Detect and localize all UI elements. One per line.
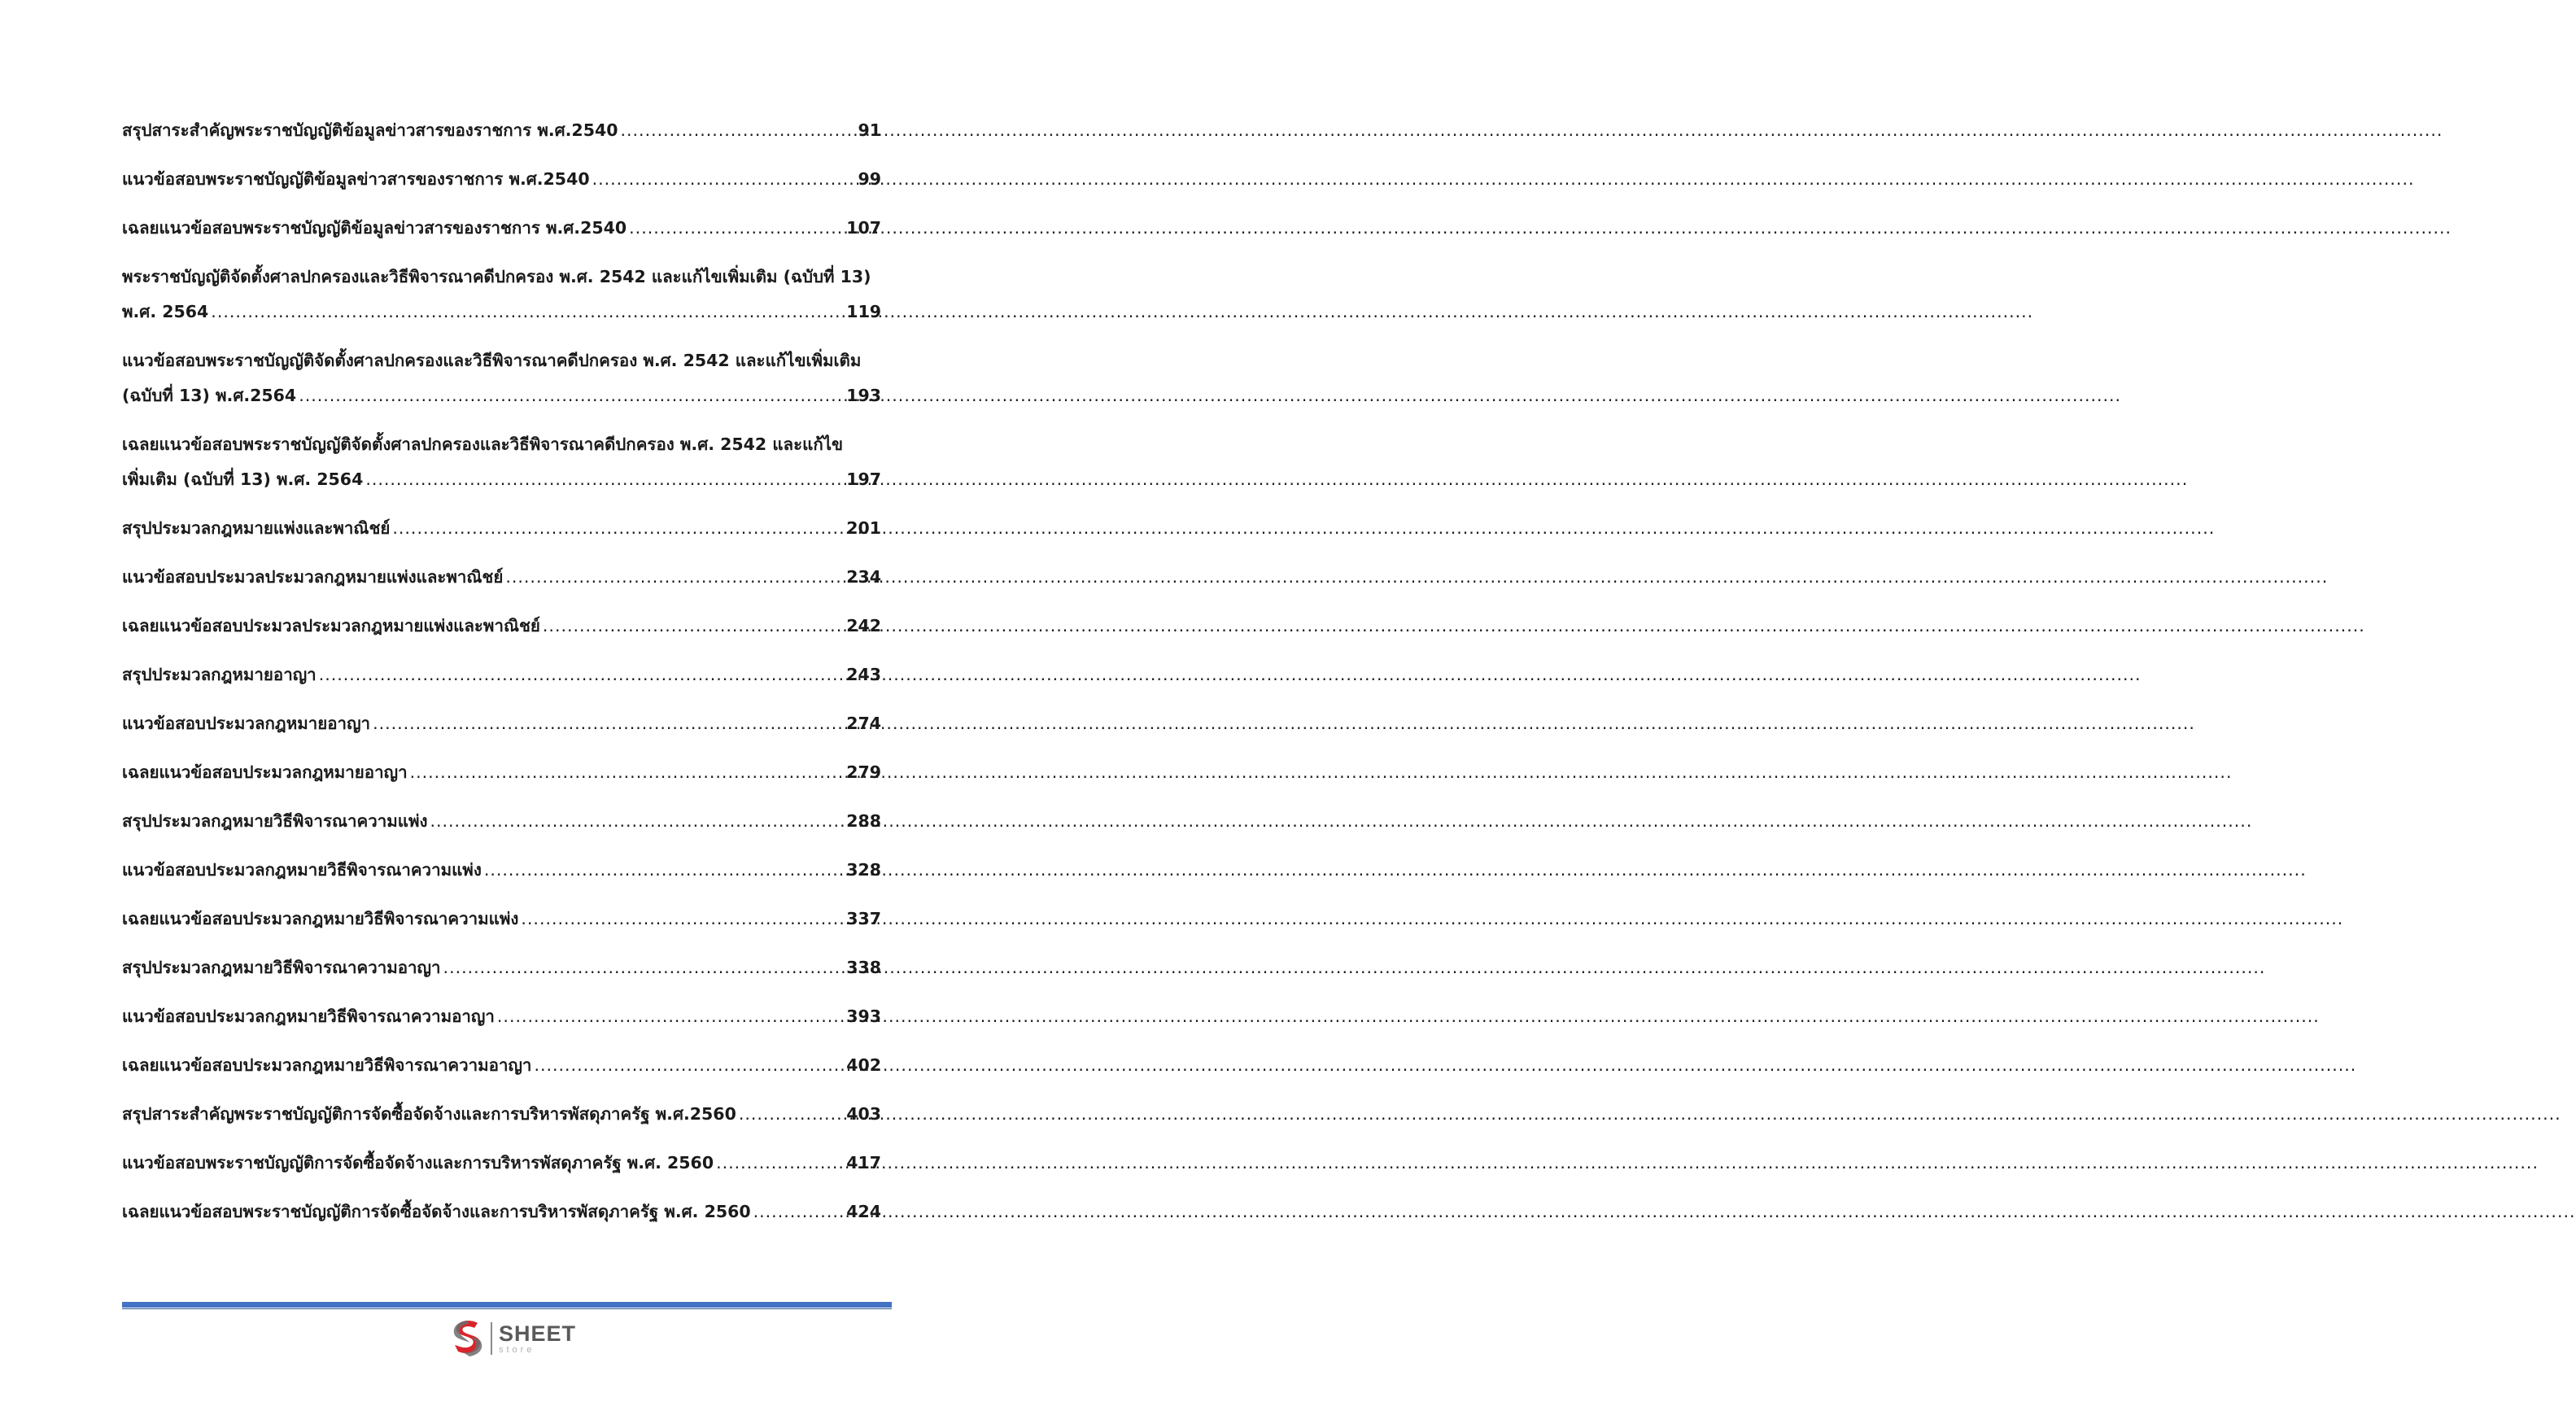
logo-separator: [491, 1322, 492, 1355]
dot-leader: [299, 385, 843, 406]
dot-leader: [753, 1201, 844, 1222]
toc-page-number: 338: [846, 958, 881, 977]
toc-entry[interactable]: [122, 266, 881, 350]
footer-divider: [122, 1302, 892, 1308]
toc-entry[interactable]: [122, 615, 881, 664]
toc-entry-title: แนวข้อสอบประมวลประมวลกฎหมายแพ่งและพาณิชย์: [122, 567, 504, 587]
toc-page-number: 403: [846, 1104, 881, 1124]
toc-entry-title: สรุปประมวลกฎหมายวิธีพิจารณาความอาญา: [122, 958, 441, 977]
sheet-store-logo: [450, 1317, 576, 1360]
toc-entry-title: แนวข้อสอบพระราชบัญญัติการจัดซื้อจัดจ้างและการบริหารพัสดุภาครัฐ พ.ศ. 2560: [122, 1153, 714, 1173]
toc-entry-title: เฉลยแนวข้อสอบประมวลกฎหมายอาญา: [122, 762, 408, 782]
toc-entry-title-line1: แนวข้อสอบพระราชบัญญัติจัดตั้งศาลปกครองและวิธีพิจารณาคดีปกครอง พ.ศ. 2542 และแก้ไขเพิ่มเติม: [122, 351, 862, 370]
dot-leader: [592, 168, 855, 190]
toc-entry[interactable]: [122, 1152, 881, 1201]
toc-page-number: 424: [846, 1202, 881, 1221]
toc-entry-title: สรุปสาระสำคัญพระราชบัญญัติข้อมูลข่าวสารของราชการ พ.ศ.2540: [122, 120, 618, 140]
toc-entry-title: เฉลยแนวข้อสอบประมวลกฎหมายวิธีพิจารณาความอาญา: [122, 1055, 532, 1075]
toc-entry-title-line2: เพิ่มเติม (ฉบับที่ 13) พ.ศ. 2564: [122, 469, 364, 489]
toc-entry-title: สรุปประมวลกฎหมายอาญา: [122, 665, 317, 684]
toc-entry-title: แนวข้อสอบประมวลกฎหมายวิธีพิจารณาความแพ่ง: [122, 860, 482, 880]
toc-entry[interactable]: [122, 859, 881, 908]
toc-entry[interactable]: [122, 120, 881, 168]
dot-leader: [319, 664, 844, 685]
toc-page-number: 193: [846, 386, 881, 405]
dot-leader: [621, 120, 855, 141]
logo-word: SHEET: [499, 1321, 577, 1346]
toc-entry[interactable]: [122, 810, 881, 859]
toc-entry-title: สรุปประมวลกฎหมายวิธีพิจารณาความแพ่ง: [122, 811, 428, 831]
dot-leader: [392, 517, 843, 539]
dot-leader: [716, 1152, 843, 1173]
toc-page-number: 393: [846, 1007, 881, 1026]
toc-page-number: 274: [846, 714, 881, 733]
dot-leader: [534, 1055, 843, 1076]
sheet-store-s-icon: [450, 1317, 486, 1360]
toc-page-number: 288: [846, 811, 881, 831]
toc-entry-title-line2: (ฉบับที่ 13) พ.ศ.2564: [122, 386, 297, 405]
dot-leader: [629, 217, 843, 238]
toc-entry-title: สรุปสาระสำคัญพระราชบัญญัติการจัดซื้อจัดจ้างและการบริหารพัสดุภาครัฐ พ.ศ.2560: [122, 1104, 736, 1124]
dot-leader: [543, 615, 843, 636]
toc-entry-title: แนวข้อสอบพระราชบัญญัติข้อมูลข่าวสารของราชการ พ.ศ.2540: [122, 169, 590, 189]
toc-entry-title-line1: พระราชบัญญัติจัดตั้งศาลปกครองและวิธีพิจารณาคดีปกครอง พ.ศ. 2542 และแก้ไขเพิ่มเติม (ฉบับที่ 13): [122, 267, 871, 286]
toc-entry[interactable]: [122, 168, 881, 217]
toc-entry[interactable]: [122, 762, 881, 810]
table-of-contents: [122, 120, 881, 1250]
dot-leader: [365, 469, 843, 490]
toc-page-number: 243: [846, 665, 881, 684]
toc-page-number: 328: [846, 860, 881, 880]
toc-page-number: 91: [858, 120, 881, 140]
dot-leader: [484, 859, 843, 880]
toc-entry[interactable]: [122, 957, 881, 1006]
dot-leader: [521, 908, 843, 929]
toc-page-number: 197: [846, 469, 881, 489]
toc-entry[interactable]: [122, 1055, 881, 1103]
toc-entry[interactable]: [122, 434, 881, 517]
toc-entry-title-line2: พ.ศ. 2564: [122, 302, 209, 321]
logo-subword: store: [499, 1344, 535, 1355]
toc-entry-title: แนวข้อสอบประมวลกฎหมายอาญา: [122, 714, 371, 733]
toc-page-number: 337: [846, 909, 881, 928]
toc-page-number: 279: [846, 762, 881, 782]
toc-page-number: 402: [846, 1055, 881, 1075]
toc-entry[interactable]: [122, 664, 881, 713]
toc-entry-title: เฉลยแนวข้อสอบพระราชบัญญัติข้อมูลข่าวสารของราชการ พ.ศ.2540: [122, 218, 627, 238]
toc-entry-title: เฉลยแนวข้อสอบประมวลกฎหมายวิธีพิจารณาความแพ่ง: [122, 909, 519, 928]
toc-entry[interactable]: [122, 217, 881, 266]
toc-entry[interactable]: [122, 713, 881, 762]
toc-page-number: 234: [846, 567, 881, 587]
toc-entry-title: สรุปประมวลกฎหมายแพ่งและพาณิชย์: [122, 518, 391, 538]
dot-leader: [430, 810, 843, 832]
toc-page-number: 119: [846, 302, 881, 321]
toc-entry[interactable]: [122, 350, 881, 434]
logo-wordmark: [499, 1323, 576, 1355]
toc-page-number: 201: [846, 518, 881, 538]
dot-leader: [410, 762, 844, 783]
toc-entry[interactable]: [122, 1103, 881, 1152]
toc-entry[interactable]: [122, 566, 881, 615]
dot-leader: [497, 1006, 843, 1027]
toc-entry-title-line1: เฉลยแนวข้อสอบพระราชบัญญัติจัดตั้งศาลปกครองและวิธีพิจารณาคดีปกครอง พ.ศ. 2542 และแก้ไข: [122, 435, 844, 454]
toc-entry[interactable]: [122, 908, 881, 957]
toc-page-number: 99: [858, 169, 881, 189]
dot-leader: [739, 1103, 843, 1124]
toc-page-number: 417: [846, 1153, 881, 1173]
dot-leader: [505, 566, 843, 587]
dot-leader: [373, 713, 843, 734]
toc-page-number: 107: [846, 218, 881, 238]
toc-entry-title: เฉลยแนวข้อสอบพระราชบัญญัติการจัดซื้อจัดจ้างและการบริหารพัสดุภาครัฐ พ.ศ. 2560: [122, 1202, 751, 1221]
dot-leader: [211, 301, 843, 322]
toc-entry-title: แนวข้อสอบประมวลกฎหมายวิธีพิจารณาความอาญา: [122, 1007, 495, 1026]
toc-entry[interactable]: [122, 517, 881, 566]
dot-leader: [443, 957, 844, 978]
toc-entry[interactable]: [122, 1006, 881, 1055]
toc-entry[interactable]: [122, 1201, 881, 1250]
toc-entry-title: เฉลยแนวข้อสอบประมวลประมวลกฎหมายแพ่งและพาณิชย์: [122, 616, 540, 635]
toc-page-number: 242: [846, 616, 881, 635]
